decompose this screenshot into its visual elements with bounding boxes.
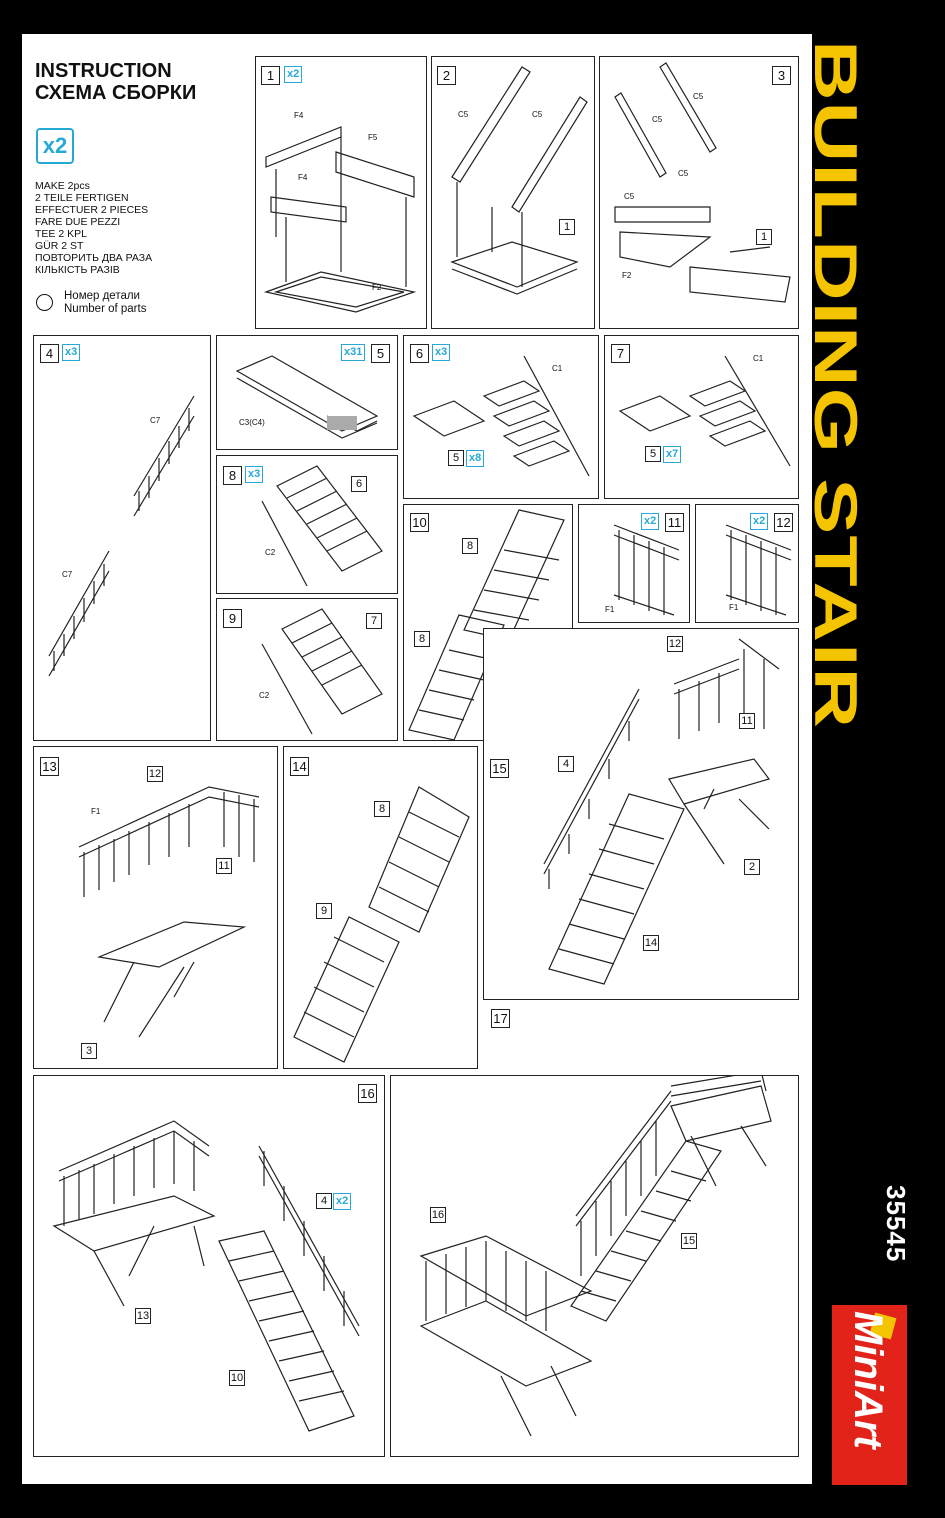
lang-line: FARE DUE PEZZI [35,216,121,228]
step-qty: x3 [245,466,263,483]
step-number: 13 [40,757,59,776]
step-1-drawing [256,57,426,328]
step-number: 12 [774,513,793,532]
step-14-panel [283,746,478,1069]
step-number: 3 [772,66,791,85]
step-number: 11 [665,513,684,532]
step-16-drawing [34,1076,384,1456]
part-label: C5 [458,110,469,119]
step-1-panel [255,56,427,329]
part-label: F2 [372,283,382,292]
step-2-panel [431,56,595,329]
part-label: C5 [693,92,704,101]
step-8-panel [216,455,398,594]
step-number: 2 [437,66,456,85]
lang-line: 2 TEILE FERTIGEN [35,192,129,204]
header-line-en: INSTRUCTION [35,60,172,82]
ref-number: 12 [148,768,162,780]
step-5-drawing [217,336,397,449]
step-13-panel [33,746,278,1069]
ref-number: 13 [136,1310,150,1322]
ref-number: 10 [230,1372,244,1384]
ref-number: 12 [668,638,682,650]
step-3-panel [599,56,799,329]
product-code: 35545 [881,1185,911,1263]
ref-number: 4 [316,1193,332,1209]
ref-number: 6 [351,476,367,492]
ref-number: 14 [644,937,658,949]
part-label: F1 [91,807,101,816]
step-qty: x2 [284,66,302,83]
ref-number: 15 [682,1235,696,1247]
step-8-drawing [217,456,397,593]
ref-number: 1 [559,219,575,235]
step-number: 15 [490,759,509,778]
header-line-ru: СХЕМА СБОРКИ [35,82,197,104]
title-text: BUILDING STAIR [802,40,870,730]
part-label: C7 [62,570,73,579]
step-number: 5 [371,344,390,363]
product-title [800,40,940,760]
part-label: F4 [298,173,308,182]
step-qty: x2 [750,513,768,530]
lang-line: MAKE 2pcs [35,180,90,192]
step-6-panel [403,335,599,499]
part-label: F1 [605,605,615,614]
legend-en: Number of parts [64,303,147,315]
part-label: C5 [532,110,543,119]
language-instructions [35,180,152,276]
ref-number: 7 [366,613,382,629]
step-number: 1 [261,66,280,85]
ref-qty: x8 [466,450,484,467]
ref-number: 1 [756,229,772,245]
brand-name: MiniArt [846,1311,890,1449]
lang-line: КІЛЬКІСТЬ РАЗІВ [35,264,120,276]
step-16-panel [33,1075,385,1457]
step-11-panel [578,504,690,623]
ref-number: 11 [739,713,755,729]
step-number: 10 [410,513,429,532]
part-label: F1 [729,603,739,612]
part-label: C1 [552,364,563,373]
ref-number: 8 [414,631,430,647]
part-label: F4 [294,111,304,120]
step-7-drawing [605,336,798,498]
step-17-panel [390,1011,799,1457]
step-15-panel [483,628,799,1000]
part-label: C2 [259,691,270,700]
part-label: F2 [622,271,632,280]
step-number: 7 [611,344,630,363]
step-qty: x3 [432,344,450,361]
step-number: 6 [410,344,429,363]
legend-ru: Номер детали [64,290,140,302]
part-label: C3(C4) [239,418,265,427]
step-number: 9 [223,609,242,628]
step-4-panel [33,335,211,741]
step-2-drawing [432,57,594,328]
ref-number: 5 [645,446,661,462]
ref-number: 9 [316,903,332,919]
ref-number: 3 [81,1043,97,1059]
step-qty: x31 [341,344,365,361]
step-15-drawing [484,629,798,999]
step-14-drawing [284,747,477,1068]
part-label: C5 [678,169,689,178]
ref-number: 8 [462,538,478,554]
instruction-header [35,60,196,104]
ref-number: 4 [558,756,574,772]
step-number: 14 [290,757,309,776]
part-label: F5 [368,133,378,142]
ref-number: 8 [374,801,390,817]
step-number: 17 [491,1009,510,1028]
step-number: 16 [358,1084,377,1103]
step-5-panel [216,335,398,450]
ref-number: 5 [448,450,464,466]
step-13-drawing [34,747,277,1068]
step-qty: x3 [62,344,80,361]
step-9-panel [216,598,398,741]
step-number: 8 [223,466,242,485]
lang-line: EFFECTUER 2 PIECES [35,204,149,216]
step-qty: x2 [641,513,659,530]
ref-qty: x7 [663,446,681,463]
ref-qty: x2 [333,1193,351,1210]
part-label: C5 [652,115,663,124]
make-two-badge: x2 [36,128,74,164]
step-4-drawing [34,336,210,740]
part-label: C7 [150,416,161,425]
step-number: 4 [40,344,59,363]
ref-number: 11 [216,858,232,874]
step-12-panel [695,504,799,623]
lang-line: ПОВТОРИТЬ ДВА РАЗА [35,252,153,264]
part-label: C1 [753,354,764,363]
step-17-drawing [391,1076,798,1456]
lang-line: TEE 2 KPL [35,228,87,240]
part-label: C2 [265,548,276,557]
ref-number: 2 [744,859,760,875]
part-circle-icon [36,294,53,311]
brand-logo [832,1305,907,1485]
lang-line: GÜR 2 ST [35,240,84,252]
step-7-panel [604,335,799,499]
part-label: C5 [624,192,635,201]
ref-number: 16 [431,1209,445,1221]
